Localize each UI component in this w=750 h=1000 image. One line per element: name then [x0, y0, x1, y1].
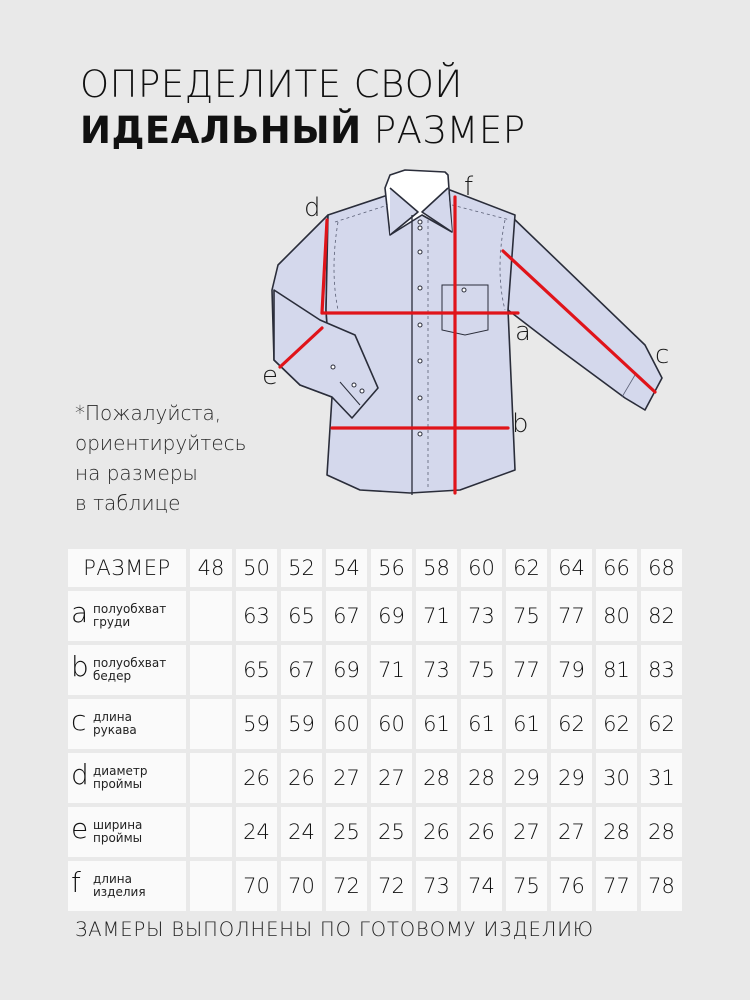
table-cell: 78	[641, 861, 682, 911]
table-cell: 60	[326, 699, 367, 749]
table-cell: 67	[326, 591, 367, 641]
row-desc: проймы	[93, 831, 143, 845]
table-cell: 59	[281, 699, 322, 749]
row-letter: e	[71, 812, 89, 845]
table-cell: 69	[371, 591, 412, 641]
row-desc: полуобхват	[93, 602, 167, 616]
label-e: e	[262, 361, 278, 391]
table-cell: 62	[551, 699, 592, 749]
title-bold-word: ИДЕАЛЬНЫЙ	[80, 109, 362, 152]
table-cell: 70	[236, 861, 277, 911]
size-header: 52	[281, 549, 322, 587]
table-cell: 61	[416, 699, 457, 749]
row-label	[68, 807, 186, 857]
table-cell: 62	[641, 699, 682, 749]
label-d: d	[304, 193, 321, 223]
row-desc: длина	[93, 872, 132, 886]
table-cell: 73	[416, 861, 457, 911]
table-cell: 70	[281, 861, 322, 911]
row-label	[68, 753, 186, 803]
size-header-label: РАЗМЕР	[68, 549, 186, 587]
table-cell: 26	[416, 807, 457, 857]
table-cell: 27	[326, 753, 367, 803]
table-cell: 62	[596, 699, 637, 749]
table-row	[68, 753, 682, 803]
table-cell: 26	[281, 753, 322, 803]
table-cell: 25	[371, 807, 412, 857]
title-line-2	[80, 108, 526, 154]
row-letter: a	[71, 596, 89, 629]
size-header: 54	[326, 549, 367, 587]
table-cell: 81	[596, 645, 637, 695]
size-header: 64	[551, 549, 592, 587]
table-cell: 29	[506, 753, 547, 803]
row-desc: рукава	[93, 723, 137, 737]
table-cell	[190, 753, 232, 803]
table-cell: 73	[461, 591, 502, 641]
row-desc: изделия	[93, 885, 146, 899]
table-row	[68, 699, 682, 749]
table-cell: 63	[236, 591, 277, 641]
size-table	[64, 545, 686, 915]
note-line: на размеры	[75, 461, 198, 485]
table-cell: 25	[326, 807, 367, 857]
table-cell: 67	[281, 645, 322, 695]
table-cell: 61	[506, 699, 547, 749]
table-cell: 60	[371, 699, 412, 749]
table-cell	[190, 699, 232, 749]
table-cell: 75	[506, 591, 547, 641]
label-f: f	[464, 172, 474, 202]
table-cell: 26	[461, 807, 502, 857]
table-cell: 75	[506, 861, 547, 911]
table-cell: 77	[506, 645, 547, 695]
row-desc: проймы	[93, 777, 143, 791]
table-cell	[190, 645, 232, 695]
size-header: 50	[236, 549, 277, 587]
table-cell: 76	[551, 861, 592, 911]
table-cell: 28	[641, 807, 682, 857]
table-cell: 30	[596, 753, 637, 803]
table-row	[68, 861, 682, 911]
table-cell: 71	[371, 645, 412, 695]
table-cell: 27	[506, 807, 547, 857]
label-a: a	[515, 317, 531, 347]
table-cell: 24	[236, 807, 277, 857]
table-cell: 72	[371, 861, 412, 911]
row-desc: полуобхват	[93, 656, 167, 670]
table-cell: 28	[416, 753, 457, 803]
shirt-illustration	[260, 160, 690, 500]
table-cell: 79	[551, 645, 592, 695]
size-header: 58	[416, 549, 457, 587]
table-cell	[190, 861, 232, 911]
table-cell: 80	[596, 591, 637, 641]
size-note	[75, 398, 246, 518]
size-header: 56	[371, 549, 412, 587]
table-row	[68, 645, 682, 695]
table-cell: 28	[596, 807, 637, 857]
size-header: 66	[596, 549, 637, 587]
table-cell: 74	[461, 861, 502, 911]
row-letter: f	[71, 866, 81, 899]
table-header-row	[68, 549, 682, 587]
table-cell: 24	[281, 807, 322, 857]
table-cell: 77	[551, 591, 592, 641]
size-header: 68	[641, 549, 682, 587]
size-header: 60	[461, 549, 502, 587]
title-line-1: ОПРЕДЕЛИТЕ СВОЙ	[80, 63, 463, 106]
row-label	[68, 861, 186, 911]
note-line: ориентируйтесь	[75, 431, 247, 455]
table-cell: 27	[371, 753, 412, 803]
right-sleeve-shape	[508, 215, 662, 410]
row-desc: диаметр	[93, 764, 148, 778]
table-cell: 26	[236, 753, 277, 803]
row-label	[68, 645, 186, 695]
note-line: *Пожалуйста,	[75, 401, 222, 425]
table-cell: 65	[281, 591, 322, 641]
table-cell: 29	[551, 753, 592, 803]
row-letter: d	[71, 758, 89, 791]
table-cell: 72	[326, 861, 367, 911]
table-cell: 65	[236, 645, 277, 695]
table-cell: 83	[641, 645, 682, 695]
row-letter: b	[71, 650, 89, 683]
row-desc: длина	[93, 710, 132, 724]
page-title	[80, 62, 526, 154]
table-cell: 69	[326, 645, 367, 695]
title-regular-word: РАЗМЕР	[373, 109, 526, 152]
label-c: c	[655, 340, 670, 370]
row-label	[68, 699, 186, 749]
label-b: b	[512, 409, 529, 439]
table-cell: 71	[416, 591, 457, 641]
row-letter: c	[71, 704, 87, 737]
row-desc: груди	[93, 615, 131, 629]
table-cell: 61	[461, 699, 502, 749]
size-header: 62	[506, 549, 547, 587]
row-desc: ширина	[93, 818, 143, 832]
footer-note: ЗАМЕРЫ ВЫПОЛНЕНЫ ПО ГОТОВОМУ ИЗДЕЛИЮ	[75, 918, 594, 941]
table-cell: 31	[641, 753, 682, 803]
table-cell	[190, 591, 232, 641]
table-cell	[190, 807, 232, 857]
table-row	[68, 807, 682, 857]
table-cell: 27	[551, 807, 592, 857]
table-cell: 28	[461, 753, 502, 803]
note-line: в таблице	[75, 491, 181, 515]
row-label	[68, 591, 186, 641]
size-header: 48	[190, 549, 232, 587]
table-cell: 73	[416, 645, 457, 695]
row-desc: бедер	[93, 669, 132, 683]
table-cell: 59	[236, 699, 277, 749]
table-cell: 77	[596, 861, 637, 911]
table-cell: 75	[461, 645, 502, 695]
table-row	[68, 591, 682, 641]
table-cell: 82	[641, 591, 682, 641]
